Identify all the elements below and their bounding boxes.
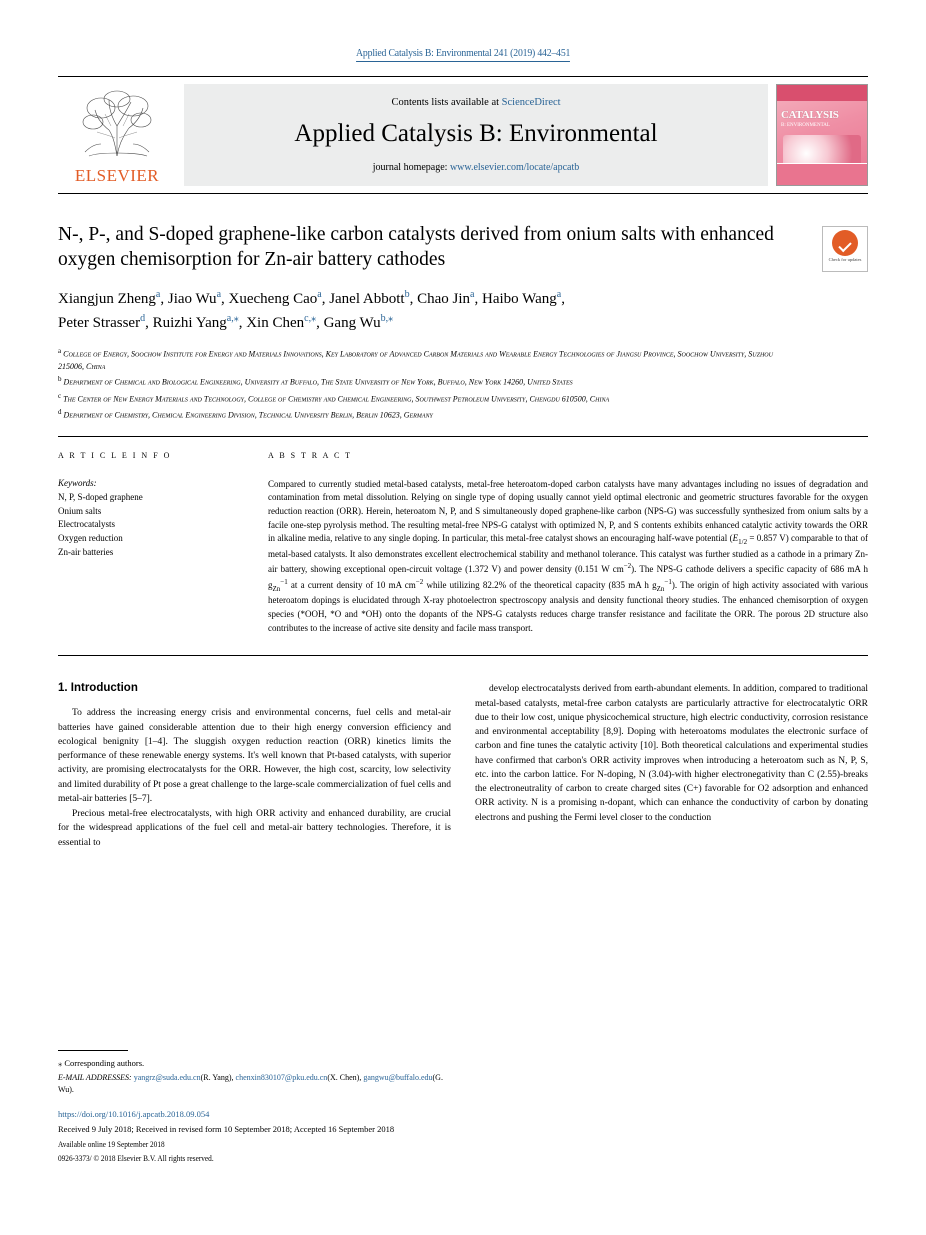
corresponding-authors-note: ⁎ Corresponding authors. <box>58 1058 145 1069</box>
keywords-list <box>58 491 250 561</box>
crossmark-badge[interactable] <box>822 226 868 272</box>
body-column-right <box>475 682 868 850</box>
email-name-wu: (G. Wu). <box>58 1073 443 1094</box>
title-block <box>58 222 868 422</box>
copyright-line: 0926-3373/ © 2018 Elsevier B.V. All rights reserved. <box>58 1153 214 1164</box>
keyword-item: Onium salts <box>58 505 102 516</box>
journal-title: Applied Catalysis B: Environmental <box>294 119 658 147</box>
elsevier-tree-icon <box>71 86 163 164</box>
homepage-prefix: journal homepage: <box>372 161 450 173</box>
email-name-yang: (R. Yang) <box>200 1073 232 1082</box>
page-title: N-, P-, and S-doped graphene-like carbon catalysts derived from onium salts with enhanced oxygen chemisorption for Zn-air battery cathodes <box>58 223 774 271</box>
homepage-line <box>373 162 580 173</box>
email-link-wu[interactable]: gangwu@buffalo.edu <box>363 1073 433 1082</box>
elsevier-logo <box>58 84 176 186</box>
article-info-heading: A R T I C L E I N F O <box>58 450 172 460</box>
email-link-chen[interactable]: chenxin830107@pku.edu.cn <box>235 1073 328 1082</box>
journal-masthead <box>58 76 868 194</box>
keywords-label: Keywords: <box>58 477 97 488</box>
article-history: Received 9 July 2018; Received in revised form 10 September 2018; Accepted 16 September 2018 <box>58 1123 395 1134</box>
cover-bottom-band <box>777 163 867 185</box>
journal-band <box>184 84 768 186</box>
divider-bottom <box>58 655 868 656</box>
affiliations <box>58 346 798 422</box>
affiliation-a: $^a$ College of Energy, Soochow Institute for Energy and Materials Innovations, Key Laboratory of Advanced Carbon Materials and Wearable Energy Technologies of Jiangsu Province, Soochow University, Suzhou 215006, China <box>58 347 773 372</box>
body-columns <box>58 682 868 850</box>
journal-homepage-link[interactable]: www.elsevier.com/locate/apcatb <box>449 161 580 173</box>
running-head <box>58 0 868 62</box>
divider-top <box>58 436 868 437</box>
affiliation-b: $^b$ Department of Chemical and Biological Engineering, University at Buffalo, The State University of New York, Buffalo, New York 14260, United States <box>58 375 573 388</box>
keyword-item: N, P, S-doped graphene <box>58 491 143 502</box>
cover-subtitle: B: ENVIRONMENTAL <box>781 122 830 128</box>
keyword-item: Oxygen reduction <box>58 533 123 544</box>
body-column-left <box>58 682 451 850</box>
running-head-text: Applied Catalysis B: Environmental 241 (2019) 442–451 <box>356 48 570 62</box>
available-online: Available online 19 September 2018 <box>58 1138 165 1149</box>
affiliation-c: $^c$ The Center of New Energy Materials and Technology, College of Chemistry and Chemical Engineering, Southwest Petroleum University, Chengdu 610500, China <box>58 391 610 404</box>
cover-title: CATALYSIS <box>781 108 839 121</box>
intro-paragraph-3: develop electrocatalysts derived from earth-abundant elements. In addition, compared to traditional metal-based catalysts, metal-free carbon catalysts are particularly attractive for electrocatalytic ORR due to their low cost, unique physicochemical structure, high electric conductivity, corrosion resistance and environmental acceptability [8,9]. Doping with heteroatoms modulates the electronic surface of carbon and fine tunes the catalytic activity [10]. Both theoretical calculations and experimental studies have confirmed that carbon's ORR activity improves when introducing a heteroatom such as N, P, S, etc. into the carbon lattice. For N-doping, N (3.04)-with higher electronegativity than C (2.55)-breaks the electroneutrality of carbon to create charged sites (C+) favorable for O2 adsorption and enhanced ORR activity. N is a promising n-dopant, which can enhance the conductivity of carbon by donating electrons and pushing the Fermi level closer to the conduction <box>475 684 868 823</box>
email-link-yang[interactable]: yangrz@suda.edu.cn <box>133 1073 201 1082</box>
abstract-block <box>58 451 868 636</box>
crossmark-icon <box>832 230 858 256</box>
intro-paragraph-1: To address the increasing energy crisis and environmental concerns, fuel cells and metal-air batteries have gained considerable attention due to their high energy conversion efficiency and ecological benignity [1–4]. The sluggish oxygen reduction reaction (ORR) kinetics limits the performance of these renewable energy systems. It's well known that Pt-based catalysts, with superior activity, are promising electrocatalysts for the ORR. However, the high cost, scarcity, low selectivity and limited durability of Pt pose a great challenge to the large-scale commercialization of fuel cells and metal-air batteries [5–7]. <box>58 708 451 804</box>
keyword-item: Zn-air batteries <box>58 547 114 558</box>
abstract-heading: A B S T R A C T <box>268 450 353 460</box>
sciencedirect-link[interactable]: ScienceDirect <box>501 96 561 108</box>
author-list: Xiangjun Zheng$^a$, Jiao Wu$^a$, Xuecheng Cao$^a$, Janel Abbott$^b$, Chao Jin$^a$, Haibo Wang$^a$, Peter Strasser$^d$, Ruizhi Yang$^{a,⁎}$, Xin Chen$^{c,⁎}$, Gang $Wu^{b,⁎}$ <box>58 289 565 331</box>
doi-text: https://doi.org/10.1016/j.apcatb.2018.09.054 <box>58 1109 210 1119</box>
intro-paragraph-2: Precious metal-free electrocatalysts, with high ORR activity and enhanced durability, are crucial for the widespread applications of the fuel cell and metal-air battery technologies. Therefore, it is essential to <box>58 809 451 848</box>
page-footer <box>58 1050 456 1165</box>
contents-line <box>391 97 560 108</box>
article-info <box>58 451 268 636</box>
affiliation-d: $^d$ Department of Chemistry, Chemical Engineering Division, Technical University Berlin, Berlin 10623, Germany <box>58 407 433 420</box>
cover-top-band <box>777 85 867 101</box>
section-heading-introduction: 1. Introduction <box>58 682 138 695</box>
keyword-item: Electrocatalysts <box>58 519 115 530</box>
abstract-text: Compared to currently studied metal-based catalysts, metal-free heteroatom-doped carbon catalysts have many advantages including no issues of degradation and contamination from metal dissolution. Relying on single type of doping usually cannot yield optimal electronic and geometric structures favorable for the oxygen reduction reaction (ORR). Herein, heteroatom N, P, and S simultaneously doped graphene-like carbon (NPS-G) was successfully synthesized from onium salts by a facile one-step pyrolysis method. The resulting metal-free NPS-G catalyst with optimized N, P, and S contents exhibits enhanced catalytic activity towards the ORR in alkaline media, relative to any single doping. In particular, this metal-free catalyst shows an encouraging half-wave potential ($E_{1/2} = 0.857$ V) comparable to that of metal-based catalysts. It also demonstrates excellent electrochemical stability and methanol tolerance. This catalyst was further studied as a cathode in a primary Zn-air battery, showing exceptional open-circuit voltage (1.372 V) and power density (0.151 W $cm^{-2}$). The NPS-G cathode delivers a specific capacity of 686 mA h $g_{Zn}^{-1}$ at a current density of 10 mA $cm^{-2}$ while utilizing 82.2% of the theoretical capacity (835 mA h $g_{Zn}^{-1}$). The origin of high activity associated with various heteroatom dopings is elucidated through X-ray photoelectron spectroscopy analysis and density functional theory studies. The enhanced chemisorption of oxygen species (*OOH, *O and *OH) onto the dopants of the NPS-G catalysts reduces charge transfer resistance and facilitate the ORR. The porous 2D structure also contributes to the increase of active site density and facile mass transport. <box>268 478 868 633</box>
email-name-chen: (X. Chen) <box>327 1073 360 1082</box>
footnote-rule <box>58 1050 128 1051</box>
contents-prefix: Contents lists available at <box>391 96 502 108</box>
crossmark-label: Check for updates <box>828 256 862 262</box>
email-label: E-MAIL ADDRESSES: <box>58 1073 132 1082</box>
email-addresses: E-MAIL ADDRESSES: yangrz@suda.edu.cn(R. Yang), chenxin830107@pku.edu.cn(X. Chen), gangwu@buffalo.edu(G. Wu). <box>58 1073 443 1094</box>
doi-link[interactable] <box>58 1108 456 1121</box>
elsevier-wordmark: ELSEVIER <box>74 165 160 185</box>
abstract-column <box>268 451 868 636</box>
journal-cover-thumbnail <box>776 84 868 186</box>
